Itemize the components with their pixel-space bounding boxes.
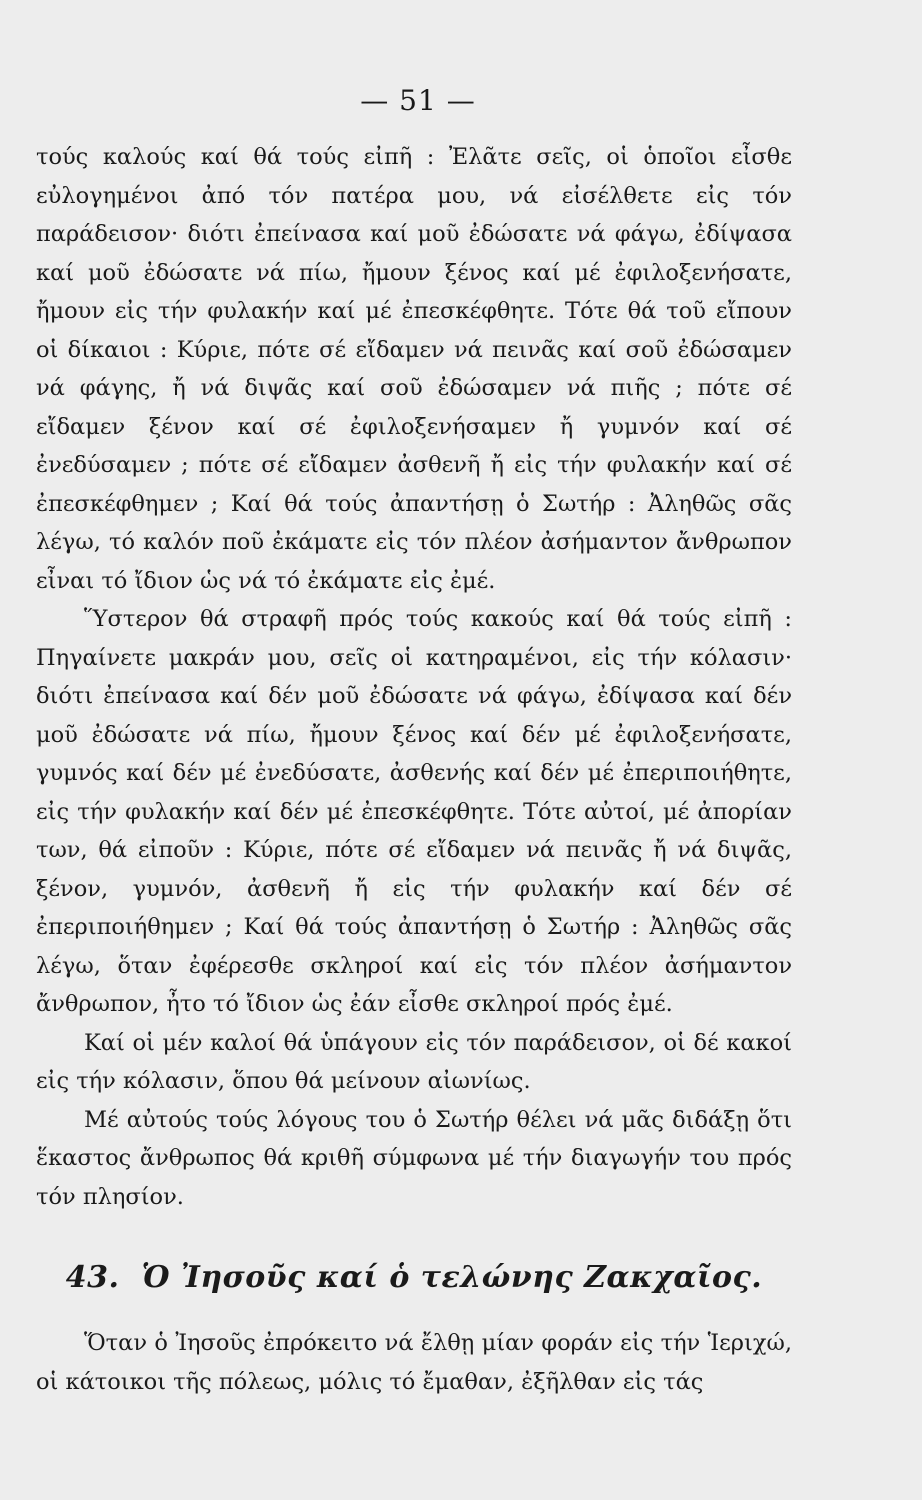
section-title: Ὁ Ἰησοῦς καί ὁ τελώνης Ζακχαῖος. xyxy=(141,1260,763,1295)
section-number: 43. xyxy=(65,1260,120,1295)
paragraph: Καί οἱ μέν καλοί θά ὑπάγουν εἰς τόν παράδεισον, οἱ δέ κακοί εἰς τήν κόλασιν, ὅπου θά μείνουν αἰωνίως. xyxy=(36,1029,792,1094)
paragraph-continued: τούς καλούς καί θά τούς εἰπῆ : Ἐλᾶτε σεῖς, οἱ ὁποῖοι εἶσθε εὐλογημένοι ἀπό τόν πατέρα μου, νά εἰσέλθετε εἰς τόν παράδεισον· διότι ἐπείνασα καί μοῦ ἐδώσατε νά φάγω, ἐδίψασα καί μοῦ ἐδώσατε νά πίω, ἤμουν ξένος καί μέ ἐφιλοξενήσατε, ἤμουν εἰς τήν φυλακήν καί μέ ἐπεσκέφθητε. Τότε θά τοῦ εἴπουν οἱ δίκαιοι : Κύριε, πότε σέ εἴδαμεν νά πεινᾶς καί σοῦ ἐδώσαμεν νά φάγης, ἤ νά διψᾶς καί σοῦ ἐδώσαμεν νά πιῆς ; πότε σέ εἴδαμεν ξένον καί σέ ἐφιλοξενήσαμεν ἤ γυμνόν καί σέ ἐνεδύσαμεν ; πότε σέ εἴδαμεν ἀσθενῆ ἤ εἰς τήν φυλακήν καί σέ ἐπεσκέφθημεν ; Καί θά τούς ἀπαντήσῃ ὁ Σωτήρ : Ἀληθῶς σᾶς λέγω, τό καλόν ποῦ ἐκάματε εἰς τόν πλέον ἀσήμαντον ἄνθρωπον εἶναι τό ἴδιον ὡς νά τό ἐκάματε εἰς ἐμέ. xyxy=(36,144,792,594)
paragraph: Ὅταν ὁ Ἰησοῦς ἐπρόκειτο νά ἔλθῃ μίαν φοράν εἰς τήν Ἱεριχώ, οἱ κάτοικοι τῆς πόλεως, μόλις τό ἔμαθαν, ἐξῆλθαν εἰς τάς xyxy=(36,1330,792,1395)
paragraph: Μέ αὐτούς τούς λόγους του ὁ Σωτήρ θέλει νά μᾶς διδάξῃ ὅτι ἕκαστος ἄνθρωπος θά κριθῆ σύμφωνα μέ τήν διαγωγήν του πρός τόν πλησίον. xyxy=(36,1106,792,1210)
paragraph: Ὕστερον θά στραφῆ πρός τούς κακούς καί θά τούς εἰπῆ : Πηγαίνετε μακράν μου, σεῖς οἱ κατηραμένοι, εἰς τήν κόλασιν· διότι ἐπείνασα καί δέν μοῦ ἐδώσατε νά φάγω, ἐδίψασα καί δέν μοῦ ἐδώσατε νά πίω, ἤμουν ξένος καί δέν μέ ἐφιλοξενήσατε, γυμνός καί δέν μέ ἐνεδύσατε, ἀσθενής καί δέν μέ ἐπεριποιήθητε, εἰς τήν φυλακήν καί δέν μέ ἐπεσκέφθητε. Τότε αὐτοί, μέ ἀπορίαν των, θά εἰποῦν : Κύριε, πότε σέ εἴδαμεν νά πεινᾶς ἤ νά διψᾶς, ξένον, γυμνόν, ἀσθενῆ ἤ εἰς τήν φυλακήν καί δέν σέ ἐπεριποιήθημεν ; Καί θά τούς ἀπαντήσῃ ὁ Σωτήρ : Ἀληθῶς σᾶς λέγω, ὅταν ἐφέρεσθε σκληροί καί εἰς τόν πλέον ἀσήμαντον ἄνθρωπον, ἦτο τό ἴδιον ὡς ἐάν εἶσθε σκληροί πρός ἐμέ. xyxy=(36,606,792,1017)
section-heading xyxy=(36,1258,792,1298)
body-text xyxy=(36,138,792,1401)
page-number: — 51 — xyxy=(360,84,476,117)
